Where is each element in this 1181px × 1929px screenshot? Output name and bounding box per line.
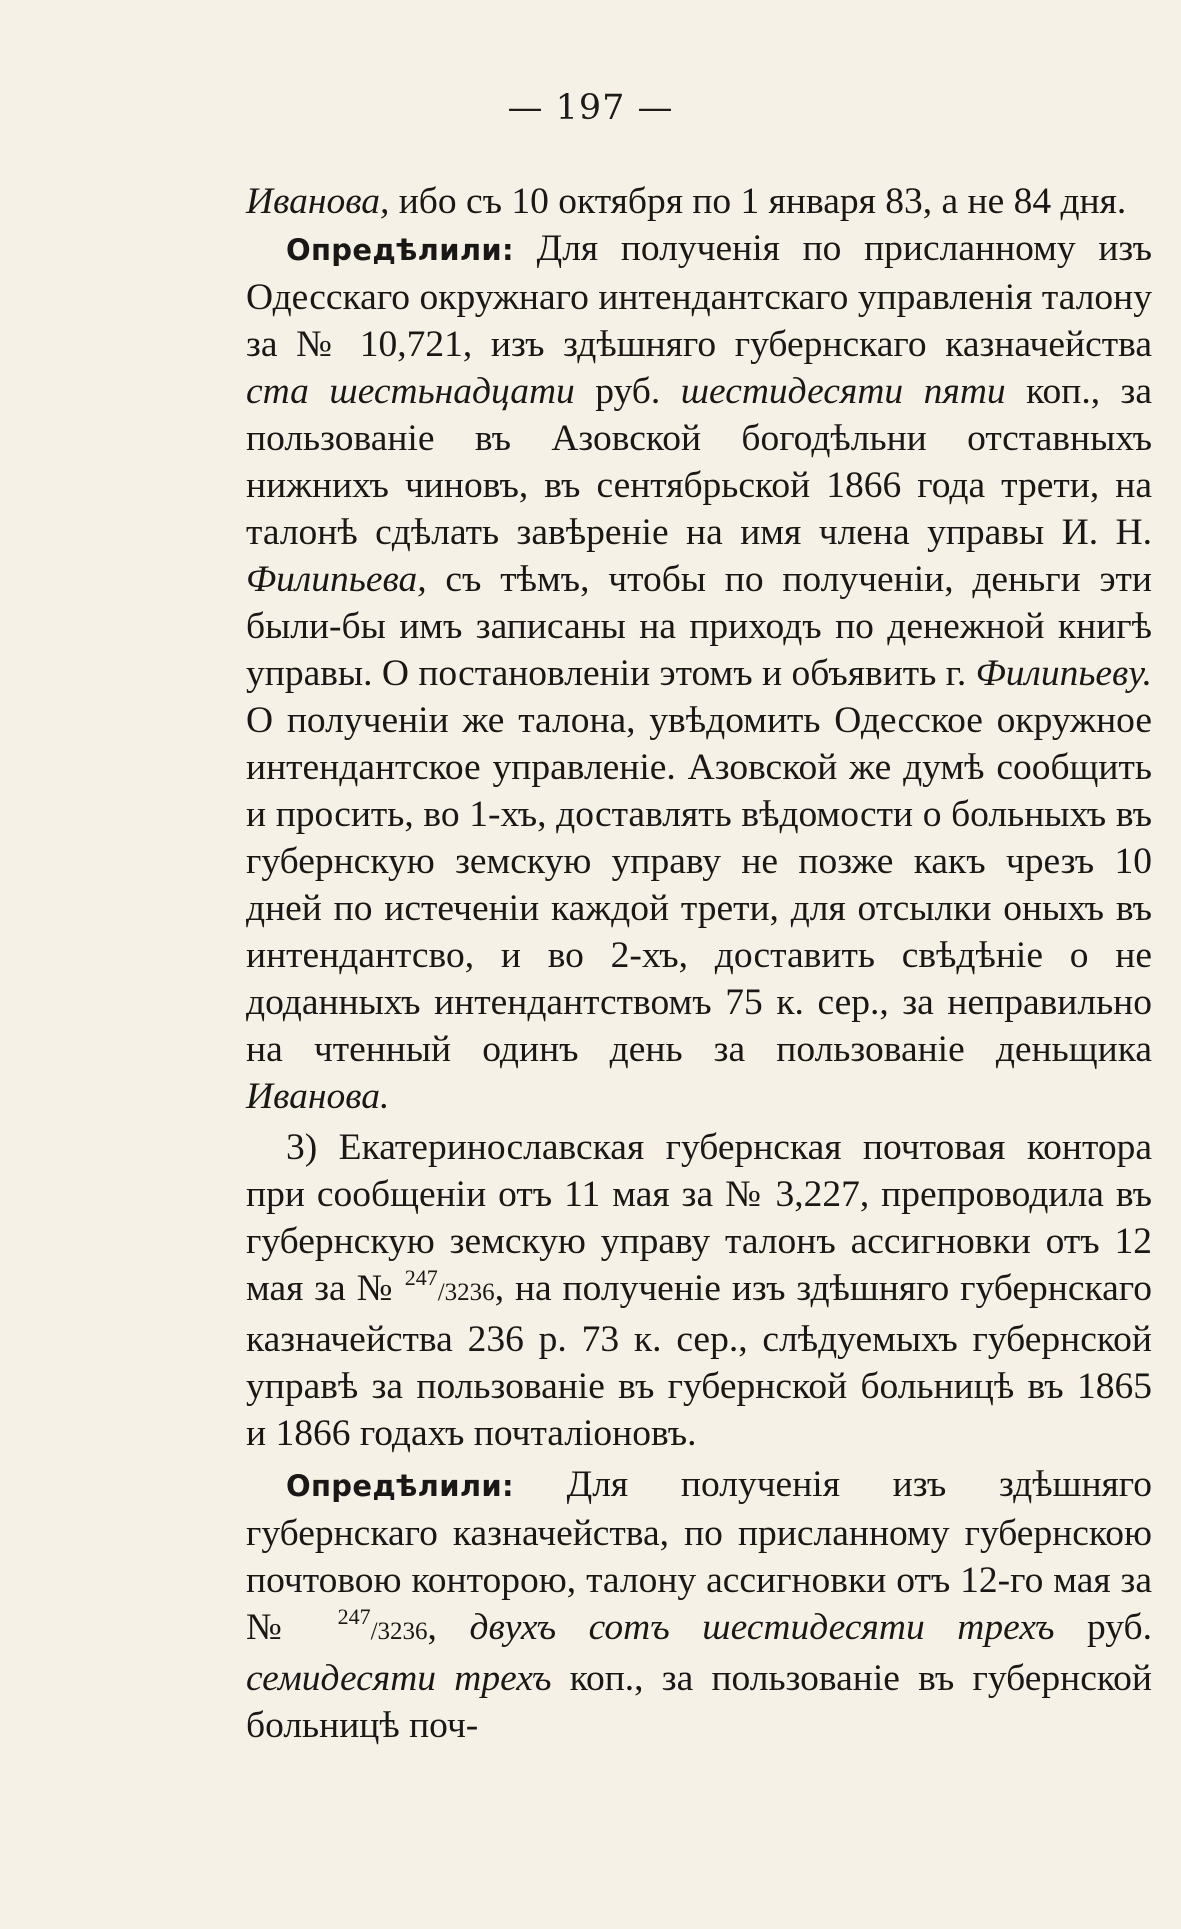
paragraph-text: руб. bbox=[574, 371, 681, 412]
italic-name: Иванова. bbox=[246, 1076, 390, 1117]
paragraph-text: коп., за пользованіе въ губернской больницѣ поч- bbox=[246, 1658, 1153, 1746]
paragraph-text: Для полученія по присланному изъ Одесскаго окружнаго интендантскаго управленія талону за № 10,721, изъ здѣшняго губернскаго казначейства bbox=[246, 228, 1152, 365]
paragraph-text: руб. bbox=[1054, 1607, 1153, 1648]
paragraph-4 bbox=[246, 1461, 1152, 1749]
paragraph-3 bbox=[246, 1124, 1152, 1457]
italic-amount: ста шестьнадцати bbox=[246, 371, 575, 412]
paragraph-text: 3) Екатеринославская губернская почтовая контора при сообщеніи отъ 11 мая за № 3,227, препроводила въ губернскую земскую управу талонъ ассигновки отъ 12 мая за № bbox=[246, 1127, 1152, 1309]
fraction-denominator: /3236 bbox=[370, 1618, 428, 1645]
resolution-label: Опредѣлили: bbox=[286, 233, 514, 267]
italic-name: Филипьева, bbox=[246, 559, 427, 600]
resolution-label: Опредѣлили: bbox=[286, 1469, 514, 1503]
page-number: — 197 — bbox=[507, 88, 674, 128]
paragraph-text: съ тѣмъ, чтобы по полученіи, деньги эти были-бы имъ записаны на приходъ по денежной книгѣ управы. О постановленіи этомъ и объявить г. bbox=[246, 559, 1152, 694]
italic-name: Иванова, bbox=[246, 181, 390, 222]
italic-amount: двухъ сотъ шестидесяти трехъ bbox=[469, 1607, 1055, 1648]
paragraph-text: коп., за пользованіе въ Азовской богодѣльни отставныхъ нижнихъ чиновъ, въ сентябрьской 1866 года трети, на талонѣ сдѣлать завѣреніе на имя члена управы И. Н. bbox=[246, 371, 1153, 553]
paragraph-text: Для полученія изъ здѣшняго губернскаго казначейства, по присланному губернскою почтовою конторою, талону ассигновки отъ 12-го мая за № bbox=[246, 1464, 1152, 1648]
paragraph-text: ибо съ 10 октября по 1 января 83, а не 84 дня. bbox=[389, 181, 1127, 222]
body-text bbox=[246, 178, 1152, 1749]
fraction-denominator: /3236 bbox=[437, 1279, 495, 1306]
paragraph-1 bbox=[246, 178, 1152, 225]
fraction-numerator: 247 bbox=[404, 1265, 438, 1290]
paragraph-text: , bbox=[427, 1607, 470, 1648]
paragraph-2 bbox=[246, 225, 1152, 1120]
fraction-numerator: 247 bbox=[337, 1604, 371, 1629]
italic-name: Филипьеву. bbox=[975, 653, 1152, 694]
italic-amount: семидесяти трехъ bbox=[246, 1658, 552, 1699]
paragraph-text: , на полученіе изъ здѣшняго губернскаго казначейства 236 р. 73 к. сер., слѣдуемыхъ губернской управѣ за пользованіе въ губернской больницѣ въ 1865 и 1866 годахъ почталіоновъ. bbox=[246, 1268, 1152, 1454]
italic-amount: шестидесяти пяти bbox=[680, 371, 1006, 412]
paragraph-text: О полученіи же талона, увѣдомить Одесское окружное интендантское управленіе. Азовской же думѣ сообщить и просить, во 1-хъ, доставлять вѣдомости о больныхъ въ губернскую земскую управу не позже какъ чрезъ 10 дней по истеченіи каждой трети, для отсылки оныхъ въ интендантсво, и во 2-хъ, доставить свѣдѣніе о не доданныхъ интендантствомъ 75 к. сер., за неправильно на чтенный одинъ день за пользованіе деньщика bbox=[246, 700, 1152, 1070]
